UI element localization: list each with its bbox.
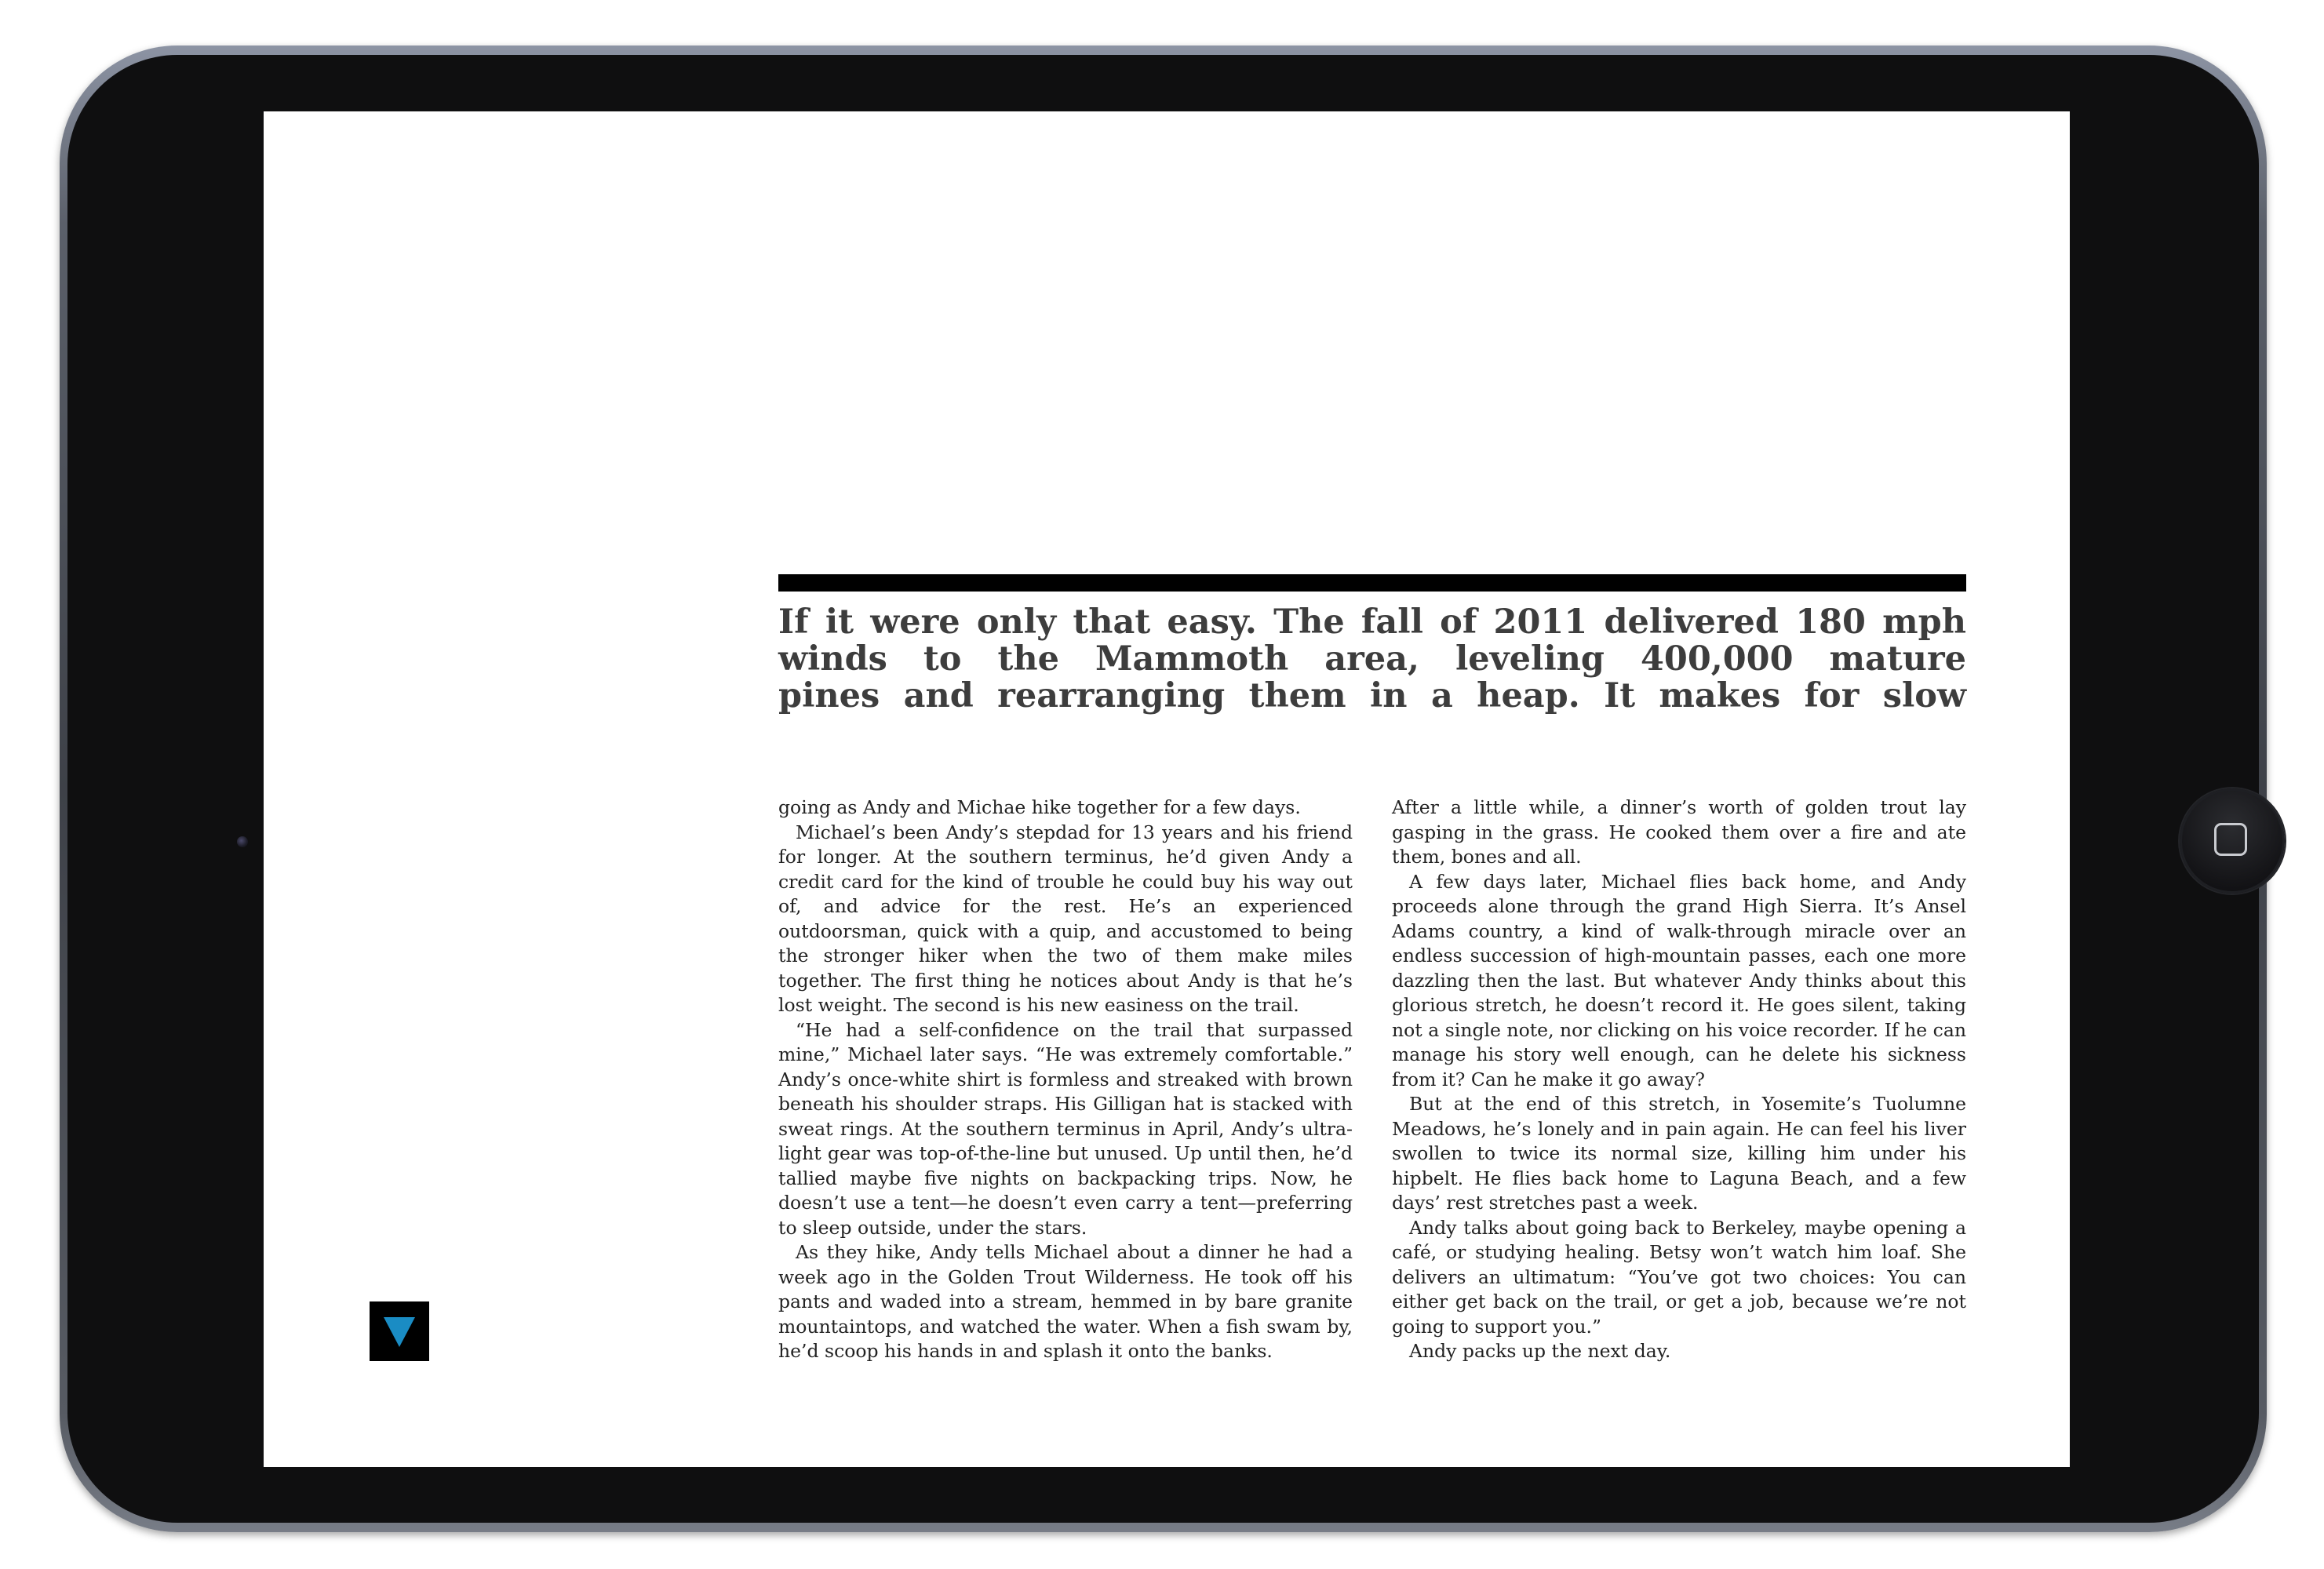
reader-screen [264, 111, 2070, 1467]
down-triangle-icon [384, 1317, 415, 1347]
body-paragraph: After a little while, a dinner’s worth of golden trout lay gasping in the grass. He cooked them over a fire and ate them, bones and all. [1392, 796, 1966, 868]
next-page-button[interactable] [370, 1301, 429, 1361]
body-paragraph: “He had a self-confidence on the trail that surpassed mine,” Michael later says. “He was extremely comfortable.” Andy’s once-white shirt is formless and streaked with brown beneath his shoulder straps. His Gilligan hat is stacked with sweat rings. At the southern terminus in April, Andy’s ultra-light gear was top-of-the-line but unused. Up until then, he’d tallied maybe five nights on backpacking trips. Now, he doesn’t use a tent—he doesn’t even carry a tent—preferring to sleep outside, under the stars. [778, 1018, 1353, 1239]
front-camera [237, 836, 248, 847]
article-deck [778, 604, 1966, 715]
deck-rule [778, 574, 1966, 592]
body-paragraph: going as Andy and Michae hike together for a few days. [778, 796, 1301, 818]
deck-line: pines and rearranging them in a heap. It makes for slow [778, 676, 1966, 715]
body-column-left [778, 795, 1353, 1364]
body-paragraph: Michael’s been Andy’s stepdad for 13 years and his friend for longer. At the southern terminus, he’d given Andy a credit card for the kind of trouble he could buy his way out of, and advice for the rest. He’s an experienced outdoorsman, quick with a quip, and accustomed to being the stronger hiker when the two of them make miles together. The first thing he notices about Andy is that he’s lost weight. The second is his new easiness on the trail. [778, 821, 1353, 1016]
body-paragraph: Andy talks about going back to Berkeley, maybe opening a café, or studying healing. Betsy won’t watch him loaf. She delivers an ultimatum: “You’ve got two choices: You can either get back on the trail, or get a job, because we’re not going to support you.” [1392, 1216, 1966, 1338]
home-button[interactable] [2180, 788, 2285, 894]
body-paragraph: But at the end of this stretch, in Yosemite’s Tuolumne Meadows, he’s lonely and in pain again. He can feel his liver swollen to twice its normal size, killing him under his hipbelt. He flies back home to Laguna Beach, and a few days’ rest stretches past a week. [1392, 1093, 1966, 1214]
deck-line: winds to the Mammoth area, leveling 400,000 mature [778, 639, 1966, 679]
body-paragraph: A few days later, Michael flies back home, and Andy proceeds alone through the grand High Sierra. It’s Ansel Adams country, a kind of walk-through miracle over an endless succession of high-mountain passes, each one more dazzling then the last. But whatever Andy thinks about this glorious stretch, he doesn’t record it. He goes silent, taking not a single note, nor clicking on his voice recorder. If he can manage his story well enough, can he delete his sickness from it? Can he make it go away? [1392, 870, 1966, 1090]
body-column-right [1392, 795, 1966, 1364]
body-paragraph: As they hike, Andy tells Michael about a dinner he had a week ago in the Golden Trout Wilderness. He took off his pants and waded into a stream, hemmed in by bare granite mountaintops, and watched the water. When a fish swam by, he’d scoop his hands in and splash it onto the banks. [778, 1241, 1353, 1362]
home-square-icon [2214, 823, 2247, 856]
body-paragraph: Andy packs up the next day. [1409, 1340, 1671, 1362]
deck-line: If it were only that easy. The fall of 2011 delivered 180 mph [778, 602, 1966, 642]
